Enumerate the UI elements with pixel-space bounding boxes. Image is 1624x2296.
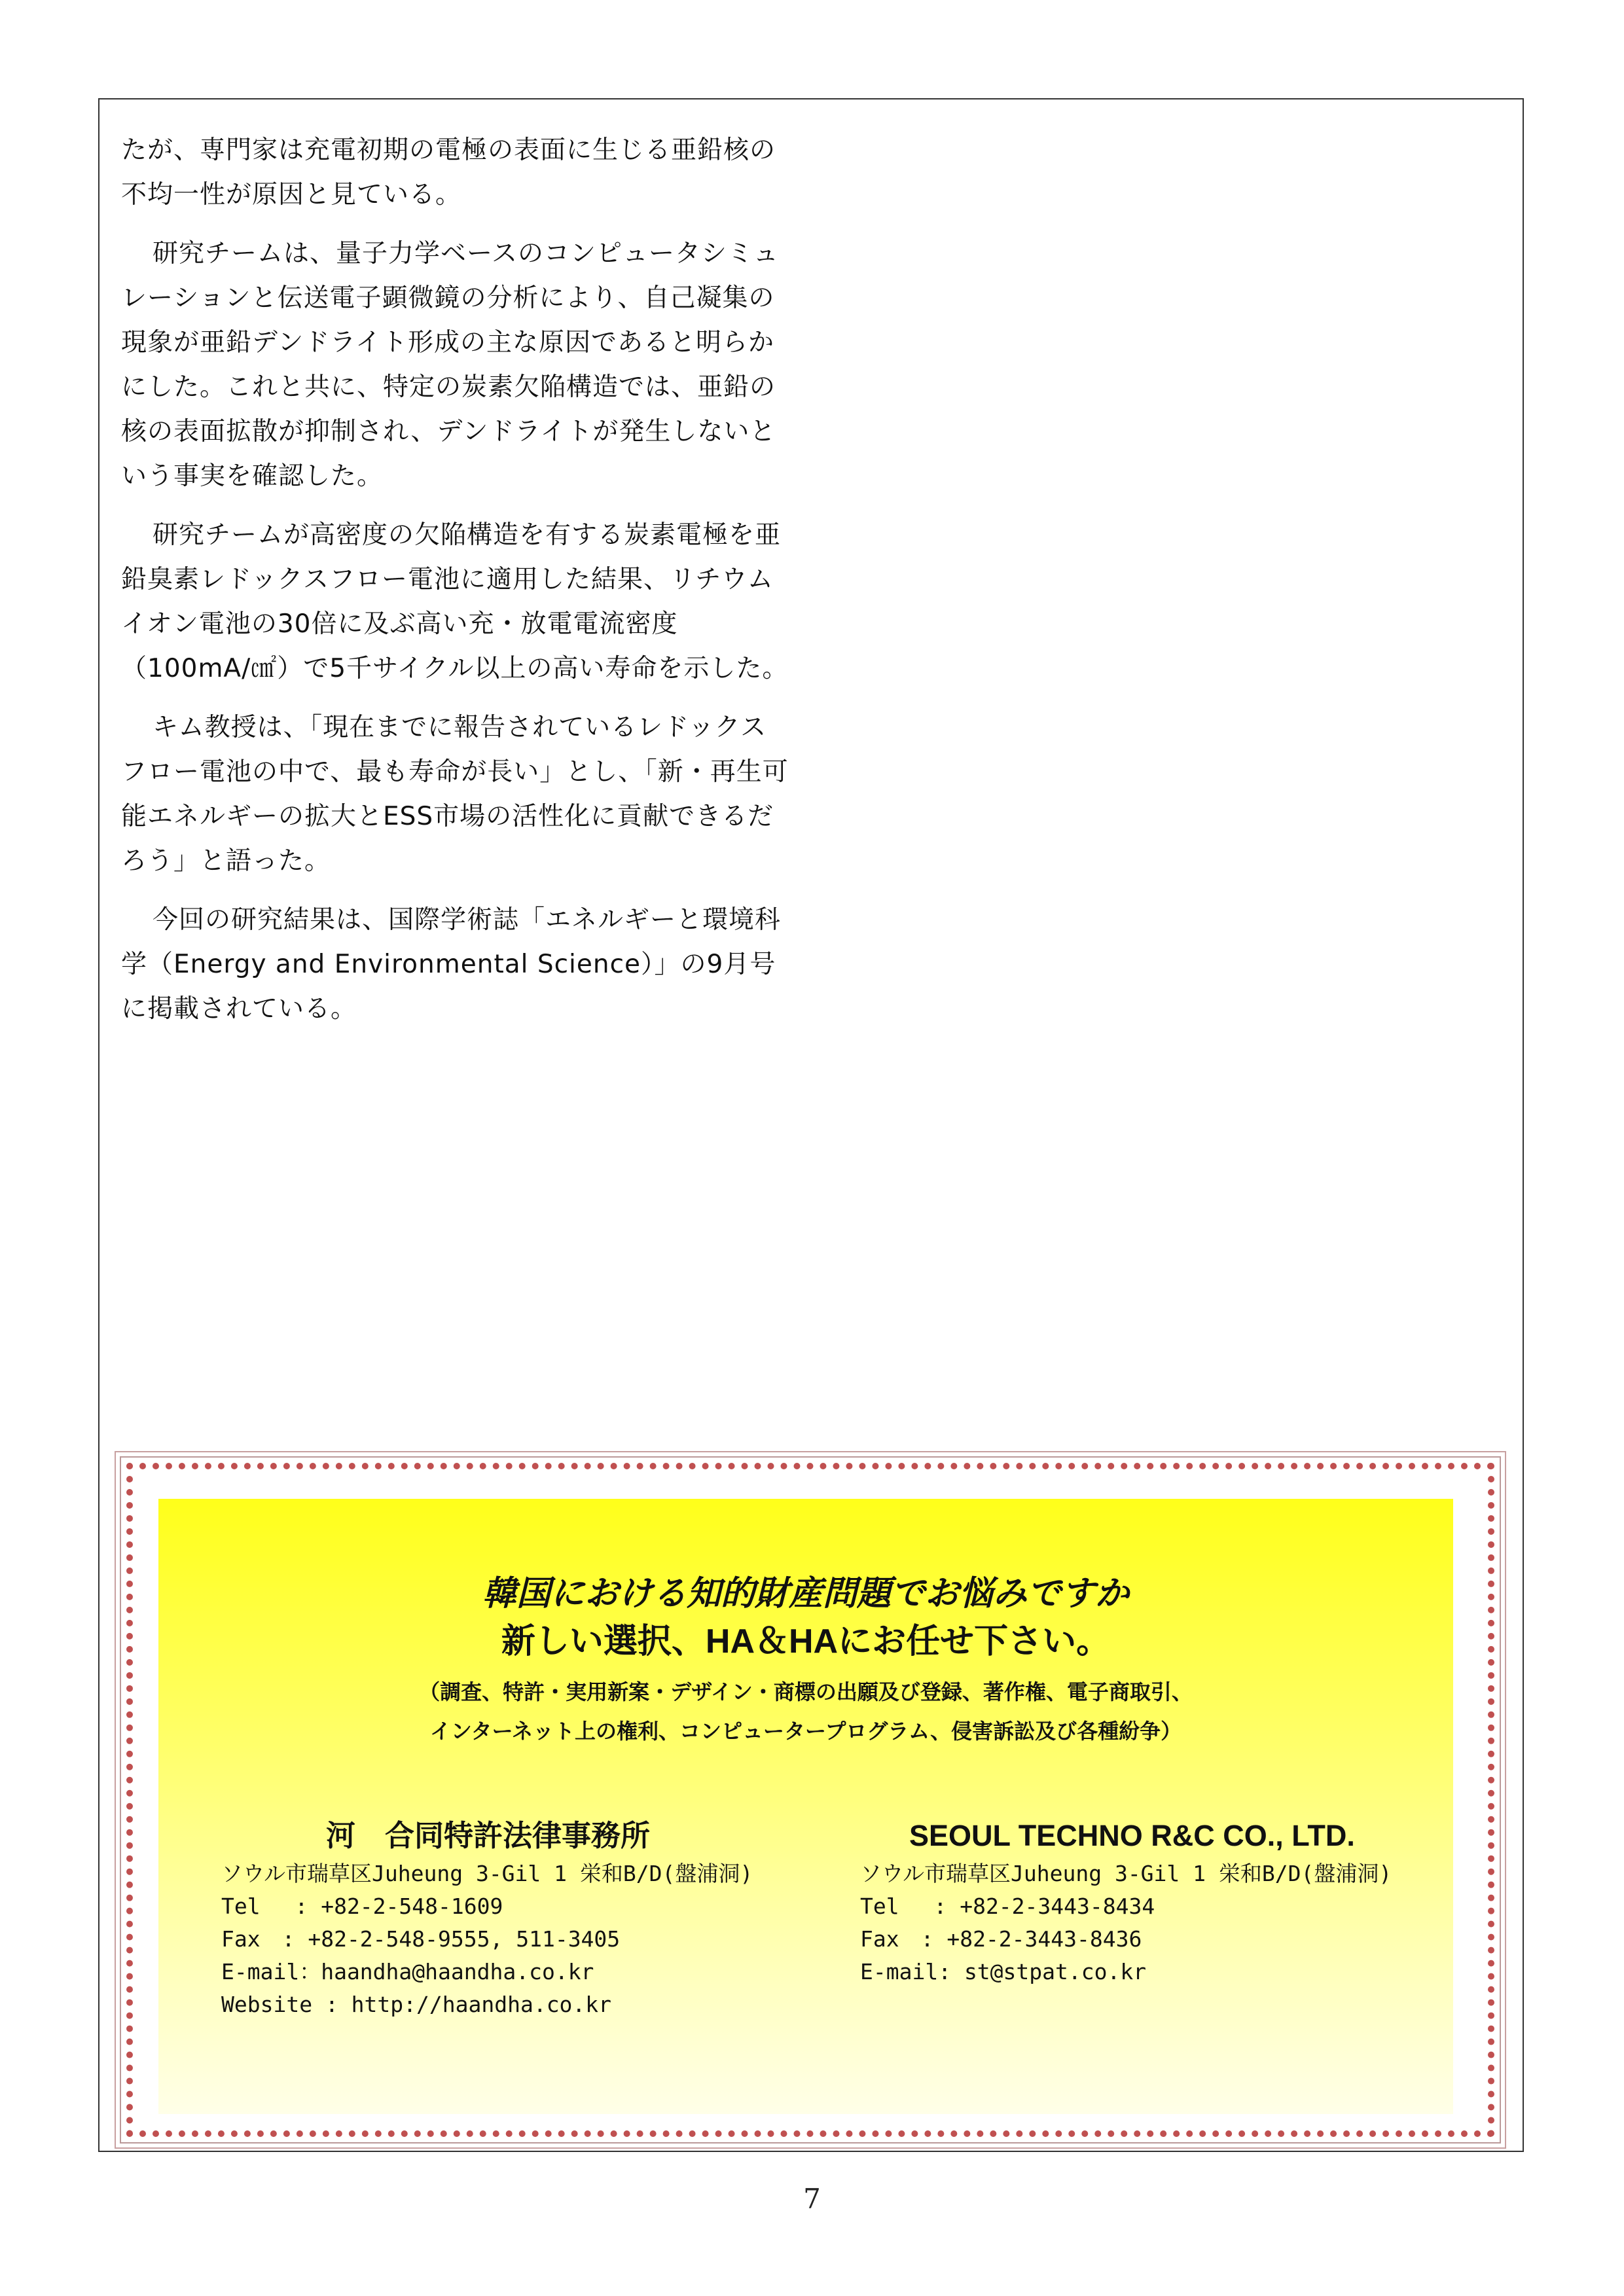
article-body <box>121 128 789 1046</box>
firm-right-fax: Fax : +82-2-3443-8436 <box>860 1926 1142 1952</box>
ad-tagline: 新しい選択、HA＆HAにお任せ下さい。 <box>501 1623 1111 1660</box>
firm-left-address: ソウル市瑞草区Juheung 3-Gil 1 栄和B/D(盤浦洞) <box>221 1861 753 1886</box>
firm-right-email[interactable]: E-mail: st@stpat.co.kr <box>860 1959 1147 1984</box>
firm-right-contact <box>860 1820 1392 1988</box>
firm-left-fax: Fax : +82-2-548-9555, 511-3405 <box>221 1926 621 1952</box>
firm-right-address: ソウル市瑞草区Juheung 3-Gil 1 栄和B/D(盤浦洞) <box>860 1861 1392 1886</box>
firm-left-tel: Tel : +82-2-548-1609 <box>221 1893 503 1919</box>
article-paragraph: 研究チームが高密度の欠陥構造を有する炭素電極を亜鉛臭素レドックスフロー電池に適用した結果、リチウムイオン電池の30倍に及ぶ高い充・放電電流密度（100mA/㎠）で5千サイクル以上の高い寿命を示した。 <box>121 520 789 683</box>
firm-right-name: SEOUL TECHNO R&C CO., LTD. <box>909 1819 1355 1852</box>
firm-left-email[interactable]: E-mail：haandha@haandha.co.kr <box>221 1959 594 1984</box>
article-paragraph: 研究チームは、量子力学ベースのコンピュータシミュレーションと伝送電子顕微鏡の分析により、自己凝集の現象が亜鉛デンドライト形成の主な原因であると明らかにした。これと共に、特定の炭素欠陥構造では、亜鉛の核の表面拡散が抑制され、デンドライトが発生しないという事実を確認した。 <box>121 239 780 491</box>
firm-left-contact <box>221 1820 753 2021</box>
article-paragraph: たが、専門家は充電初期の電極の表面に生じる亜鉛核の不均一性が原因と見ている。 <box>121 135 776 209</box>
firm-left-name: 河 合同特許法律事務所 <box>326 1819 651 1852</box>
firm-right-tel: Tel : +82-2-3443-8434 <box>860 1893 1155 1919</box>
article-paragraph: 今回の研究結果は、国際学術誌「エネルギーと環境科学（Energy and Environmental Science）」の9月号に掲載されている。 <box>121 905 782 1024</box>
ad-services-line-2: インターネット上の権利、コンピュータープログラム、侵害訴訟及び各種紛争） <box>429 1719 1182 1743</box>
article-paragraph: キム教授は、「現在までに報告されているレドックスフロー電池の中で、最も寿命が長い」とし、「新・再生可能エネルギーの拡大とESS市場の活性化に貢献できるだろう」と語った。 <box>121 713 789 876</box>
ad-services-line-1: （調査、特許・実用新案・デザイン・商標の出願及び登録、著作権、電子商取引、 <box>419 1680 1193 1704</box>
page-number: 7 <box>803 2183 821 2215</box>
ad-headline: 韓国における知的財産問題でお悩みですか <box>482 1575 1129 1613</box>
firm-left-website[interactable]: Website : http://haandha.co.kr <box>221 1992 612 2017</box>
